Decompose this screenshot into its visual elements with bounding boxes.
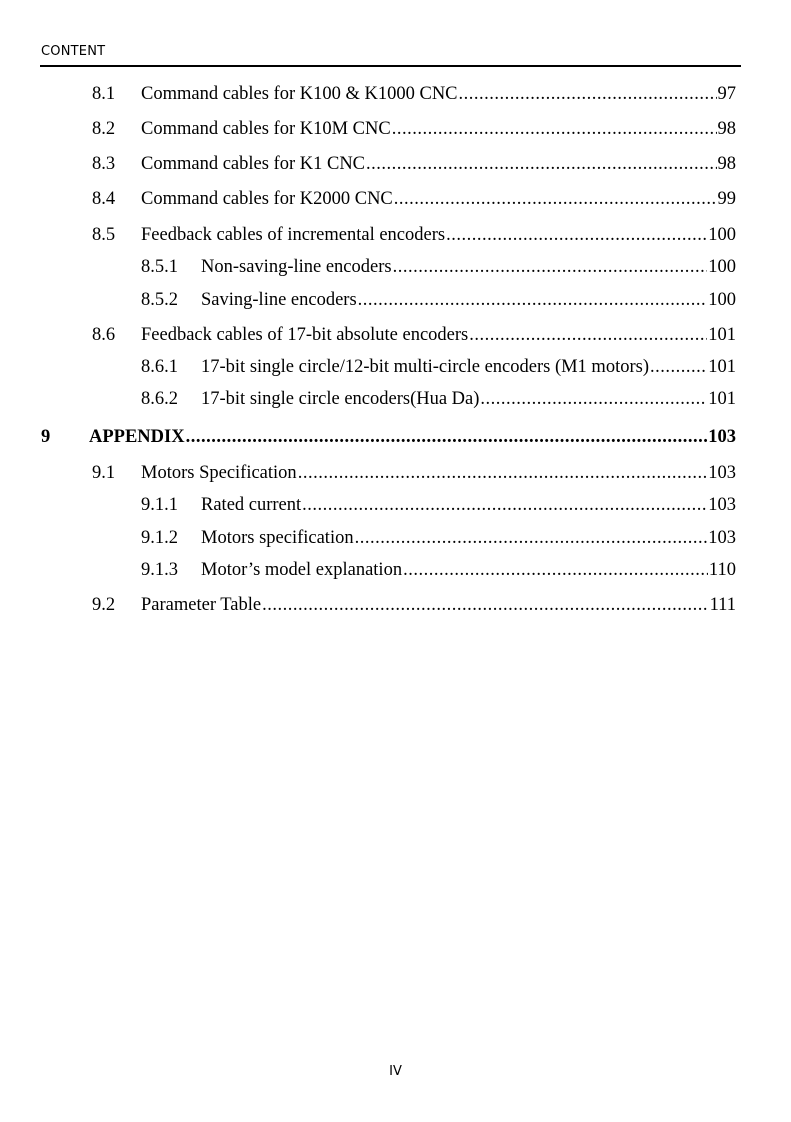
toc-entry-title: Non-saving-line encoders	[201, 257, 392, 277]
toc-entry-title: Saving-line encoders	[201, 290, 357, 310]
toc-entry[interactable]	[141, 389, 736, 413]
toc-entry-page: 103	[708, 528, 736, 548]
toc-entry-page: 103	[708, 495, 736, 515]
toc-dot-leader	[403, 560, 708, 581]
toc-entry[interactable]	[92, 463, 736, 487]
toc-entry[interactable]	[92, 119, 736, 143]
toc-entry[interactable]	[141, 495, 736, 519]
toc-entry-number: 8.5.2	[141, 290, 178, 310]
toc-entry-page: 101	[708, 357, 736, 377]
toc-entry-title: Motors Specification	[141, 463, 297, 483]
toc-entry-number: 9.2	[92, 595, 116, 615]
toc-entry[interactable]	[141, 560, 736, 584]
toc-entry-page: 100	[708, 290, 736, 310]
toc-dot-leader	[262, 595, 709, 616]
toc-entry-page: 101	[708, 325, 736, 345]
page-number: IV	[389, 1064, 402, 1079]
toc-entry-number: 8.5.1	[141, 257, 178, 277]
toc-entry-title: Motors specification	[201, 528, 354, 548]
toc-entry-number: 9	[41, 427, 51, 447]
toc-entry-page: 103	[708, 463, 736, 483]
toc-dot-leader	[469, 325, 707, 346]
toc-entry-page: 100	[708, 225, 736, 245]
toc-entry-number: 9.1.2	[141, 528, 178, 548]
toc-entry-title: Command cables for K2000 CNC	[141, 189, 393, 209]
toc-entry-number: 8.6	[92, 325, 116, 345]
toc-entry-page: 99	[717, 189, 736, 209]
running-header: CONTENT	[41, 44, 106, 59]
toc-entry[interactable]	[92, 154, 736, 178]
toc-entry-page: 101	[708, 389, 736, 409]
toc-entry[interactable]	[92, 84, 736, 108]
toc-entry-title: Feedback cables of incremental encoders	[141, 225, 446, 245]
toc-entry[interactable]	[92, 225, 736, 249]
toc-entry-number: 9.1	[92, 463, 116, 483]
toc-entry-number: 8.1	[92, 84, 116, 104]
toc-entry-page: 110	[708, 560, 736, 580]
toc-entry-title: Parameter Table	[141, 595, 262, 615]
toc-entry-title: Motor’s model explanation	[201, 560, 403, 580]
toc-entry[interactable]	[141, 357, 736, 381]
toc-dot-leader	[355, 528, 708, 549]
toc-entry-title: Feedback cables of 17-bit absolute encoders	[141, 325, 469, 345]
toc-entry-number: 9.1.1	[141, 495, 178, 515]
toc-entry-page: 103	[708, 427, 736, 447]
toc-entry[interactable]	[92, 189, 736, 213]
toc-entry-number: 8.6.1	[141, 357, 178, 377]
toc-entry-number: 8.2	[92, 119, 116, 139]
toc-dot-leader	[366, 154, 716, 175]
toc-entry-page: 98	[717, 119, 736, 139]
toc-entry[interactable]	[41, 427, 736, 451]
toc-entry-title: 17-bit single circle/12-bit multi-circle encoders (M1 motors)	[201, 357, 649, 377]
toc-dot-leader	[298, 463, 708, 484]
toc-dot-leader	[446, 225, 707, 246]
toc-entry[interactable]	[141, 290, 736, 314]
toc-entry[interactable]	[92, 595, 736, 619]
toc-entry[interactable]	[141, 528, 736, 552]
toc-dot-leader	[394, 189, 717, 210]
toc-entry-number: 8.3	[92, 154, 116, 174]
toc-entry-title: Command cables for K1 CNC	[141, 154, 366, 174]
header-rule	[40, 65, 741, 67]
toc-dot-leader	[358, 290, 708, 311]
toc-entry-title: 17-bit single circle encoders(Hua Da)	[201, 389, 480, 409]
toc-entry[interactable]	[141, 257, 736, 281]
toc-dot-leader	[302, 495, 707, 516]
toc-entry-number: 8.6.2	[141, 389, 178, 409]
toc-entry-page: 98	[717, 154, 736, 174]
toc-entry-page: 100	[708, 257, 736, 277]
toc-entry-title: Command cables for K10M CNC	[141, 119, 391, 139]
toc-dot-leader	[480, 389, 707, 410]
toc-entry-number: 8.4	[92, 189, 116, 209]
toc-entry-title: APPENDIX	[89, 427, 185, 447]
toc-dot-leader	[392, 119, 717, 140]
toc-entry-title: Rated current	[201, 495, 302, 515]
toc-entry[interactable]	[92, 325, 736, 349]
toc-entry-number: 8.5	[92, 225, 116, 245]
toc-dot-leader	[393, 257, 708, 278]
toc-entry-page: 111	[709, 595, 736, 615]
toc-dot-leader	[459, 84, 717, 105]
toc-dot-leader	[650, 357, 707, 378]
toc-entry-number: 9.1.3	[141, 560, 178, 580]
toc-dot-leader	[186, 427, 708, 448]
toc-entry-page: 97	[717, 84, 736, 104]
toc-entry-title: Command cables for K100 & K1000 CNC	[141, 84, 458, 104]
